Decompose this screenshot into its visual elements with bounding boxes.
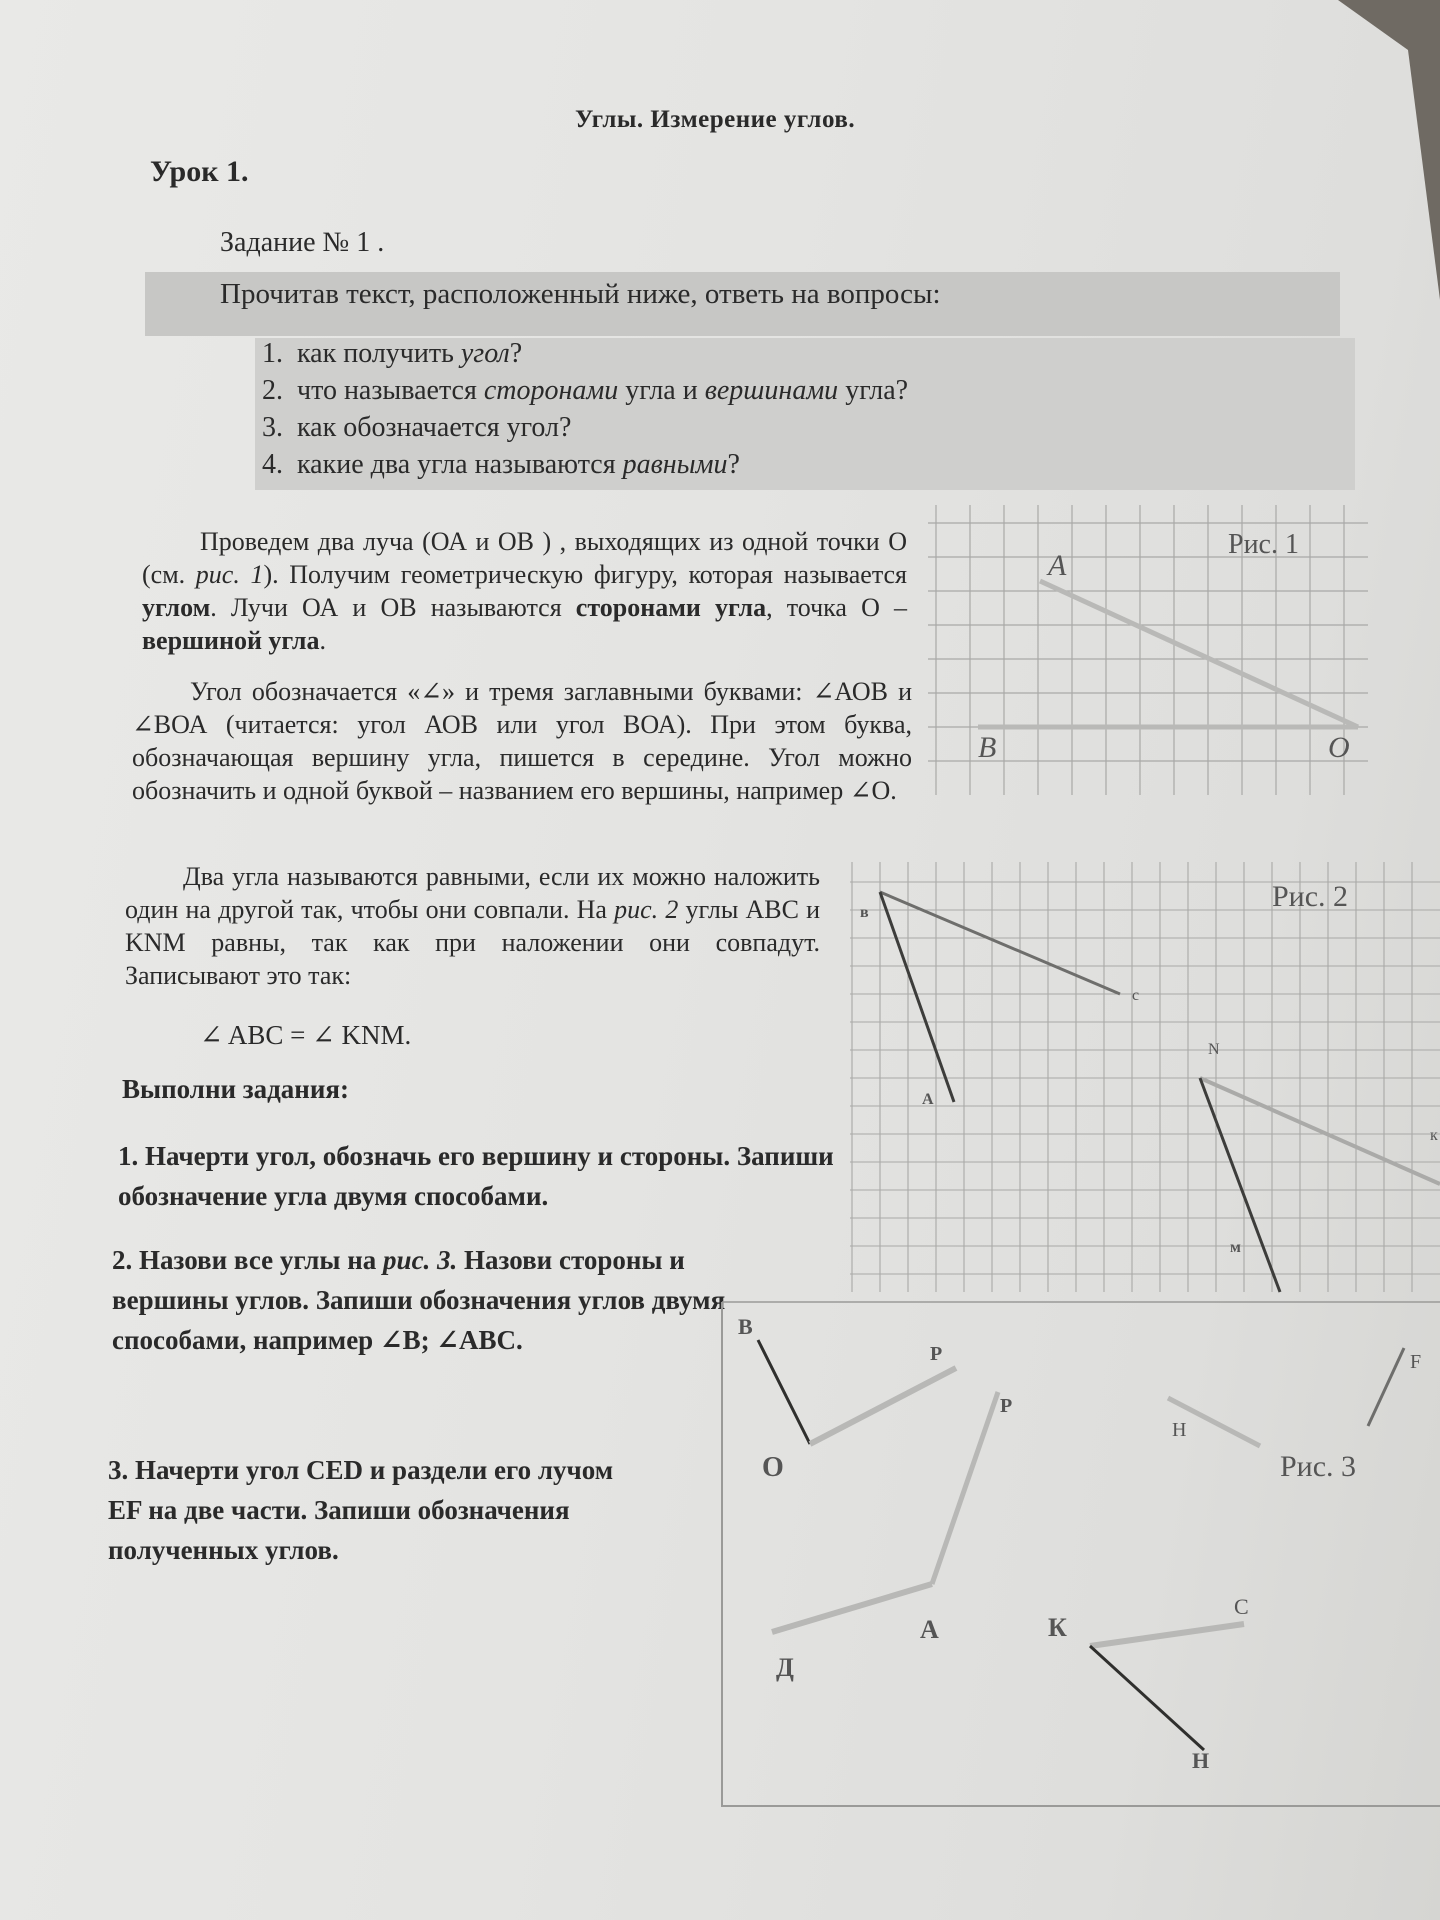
fig2-label-m: м [1230,1239,1241,1256]
fig3-frame [722,1302,1440,1806]
ray-BC [880,892,1120,994]
fig3-label-f: F [1410,1351,1422,1373]
exercise-3: 3. Начерти угол CED и раздели его лучом EF на две части. Запиши обозначения полученных углов. [108,1455,614,1565]
fig3-label-p1: Р [930,1343,943,1365]
paragraph-equal-angles: Два угла называются равными, если их можно наложить один на другой так, чтобы они совпали. На рис. 2 углы АВС и KNM равны, так как при наложении они совпадут. Записывают это так: [125,862,820,990]
question-item: 2. что называется сторонами угла и вершинами угла? [262,375,909,406]
fig3-label-b: В [738,1314,753,1339]
fig1-caption: Рис. 1 [1228,529,1299,560]
fig3-label-o: О [762,1452,784,1483]
equality-formula: ∠ ABC = ∠ KNM. [200,1020,412,1050]
fig2-label-n: N [1208,1041,1220,1058]
fig1-label-o: O [1328,731,1350,764]
question-list [262,335,908,483]
figure-1 [928,505,1368,795]
ray-KN [1090,1646,1204,1750]
fig2-grid [850,862,1440,1292]
ray-OB [758,1340,810,1444]
ray-BA [880,892,954,1102]
fig2-label-b: в [860,904,869,921]
question-item: 3. как обозначается угол? [262,412,572,443]
fig3-label-c: С [1234,1594,1249,1619]
figure-3 [718,1300,1440,1810]
ray-AP [932,1392,998,1584]
fig3-label-a: А [920,1615,939,1644]
task-heading: Задание № 1 . [220,227,385,258]
fig3-label-p2: Р [1000,1395,1013,1417]
fig2-label-a: A [922,1091,934,1108]
ray-OP [810,1368,956,1444]
ray-AD [772,1584,932,1632]
fig1-label-b: B [978,731,997,764]
paragraph-notation: Угол обозначается «∠» и тремя заглавными буквами: ∠АОВ и ∠ВОА (читается: угол АОВ или угол ВОА). При этом буква, обозначающая вершину угла, пишется в середине. Угол можно обозначить и одной буквой – названием его вершины, например ∠О. [132,677,912,805]
fig3-label-d: Д [776,1653,794,1682]
fig3-label-k: К [1048,1613,1067,1642]
exercise-2: 2. Назови все углы на рис. 3. Назови стороны и вершины углов. Запиши обозначения углов двумя способами, например ∠В; ∠АВС. [112,1245,726,1355]
fig3-label-n2: Н [1192,1748,1210,1773]
paragraph-definition: Проведем два луча (ОА и ОВ ) , выходящих из одной точки О (см. рис. 1). Получим геометрическую фигуру, которая называется углом. Лучи ОА и ОВ называются сторонами угла, точка О – вершиной угла. [142,527,907,655]
intro-text: Прочитав текст, расположенный ниже, ответь на вопросы: [220,278,941,310]
ray-partial-2 [1368,1348,1404,1426]
fig3-label-n1: Н [1172,1419,1187,1441]
question-item: 4. какие два угла называются равными? [262,449,740,480]
exercises-heading: Выполни задания: [122,1074,350,1104]
fig2-label-k: к [1430,1127,1438,1144]
exercise-1: 1. Начерти угол, обозначь его вершину и стороны. Запиши обозначение угла двумя способами. [118,1141,834,1211]
fig2-caption: Рис. 2 [1272,880,1349,913]
lesson-heading: Урок 1. [150,155,249,188]
figure-2 [850,862,1440,1292]
fig2-label-c: с [1132,987,1140,1004]
ray-NK [1200,1078,1440,1184]
fig3-caption: Рис. 3 [1280,1450,1357,1483]
ray-KC [1090,1624,1244,1646]
question-item: 1. как получить угол? [262,338,523,369]
page-title: Углы. Измерение углов. [575,106,856,133]
fig1-label-a: A [1048,549,1067,582]
